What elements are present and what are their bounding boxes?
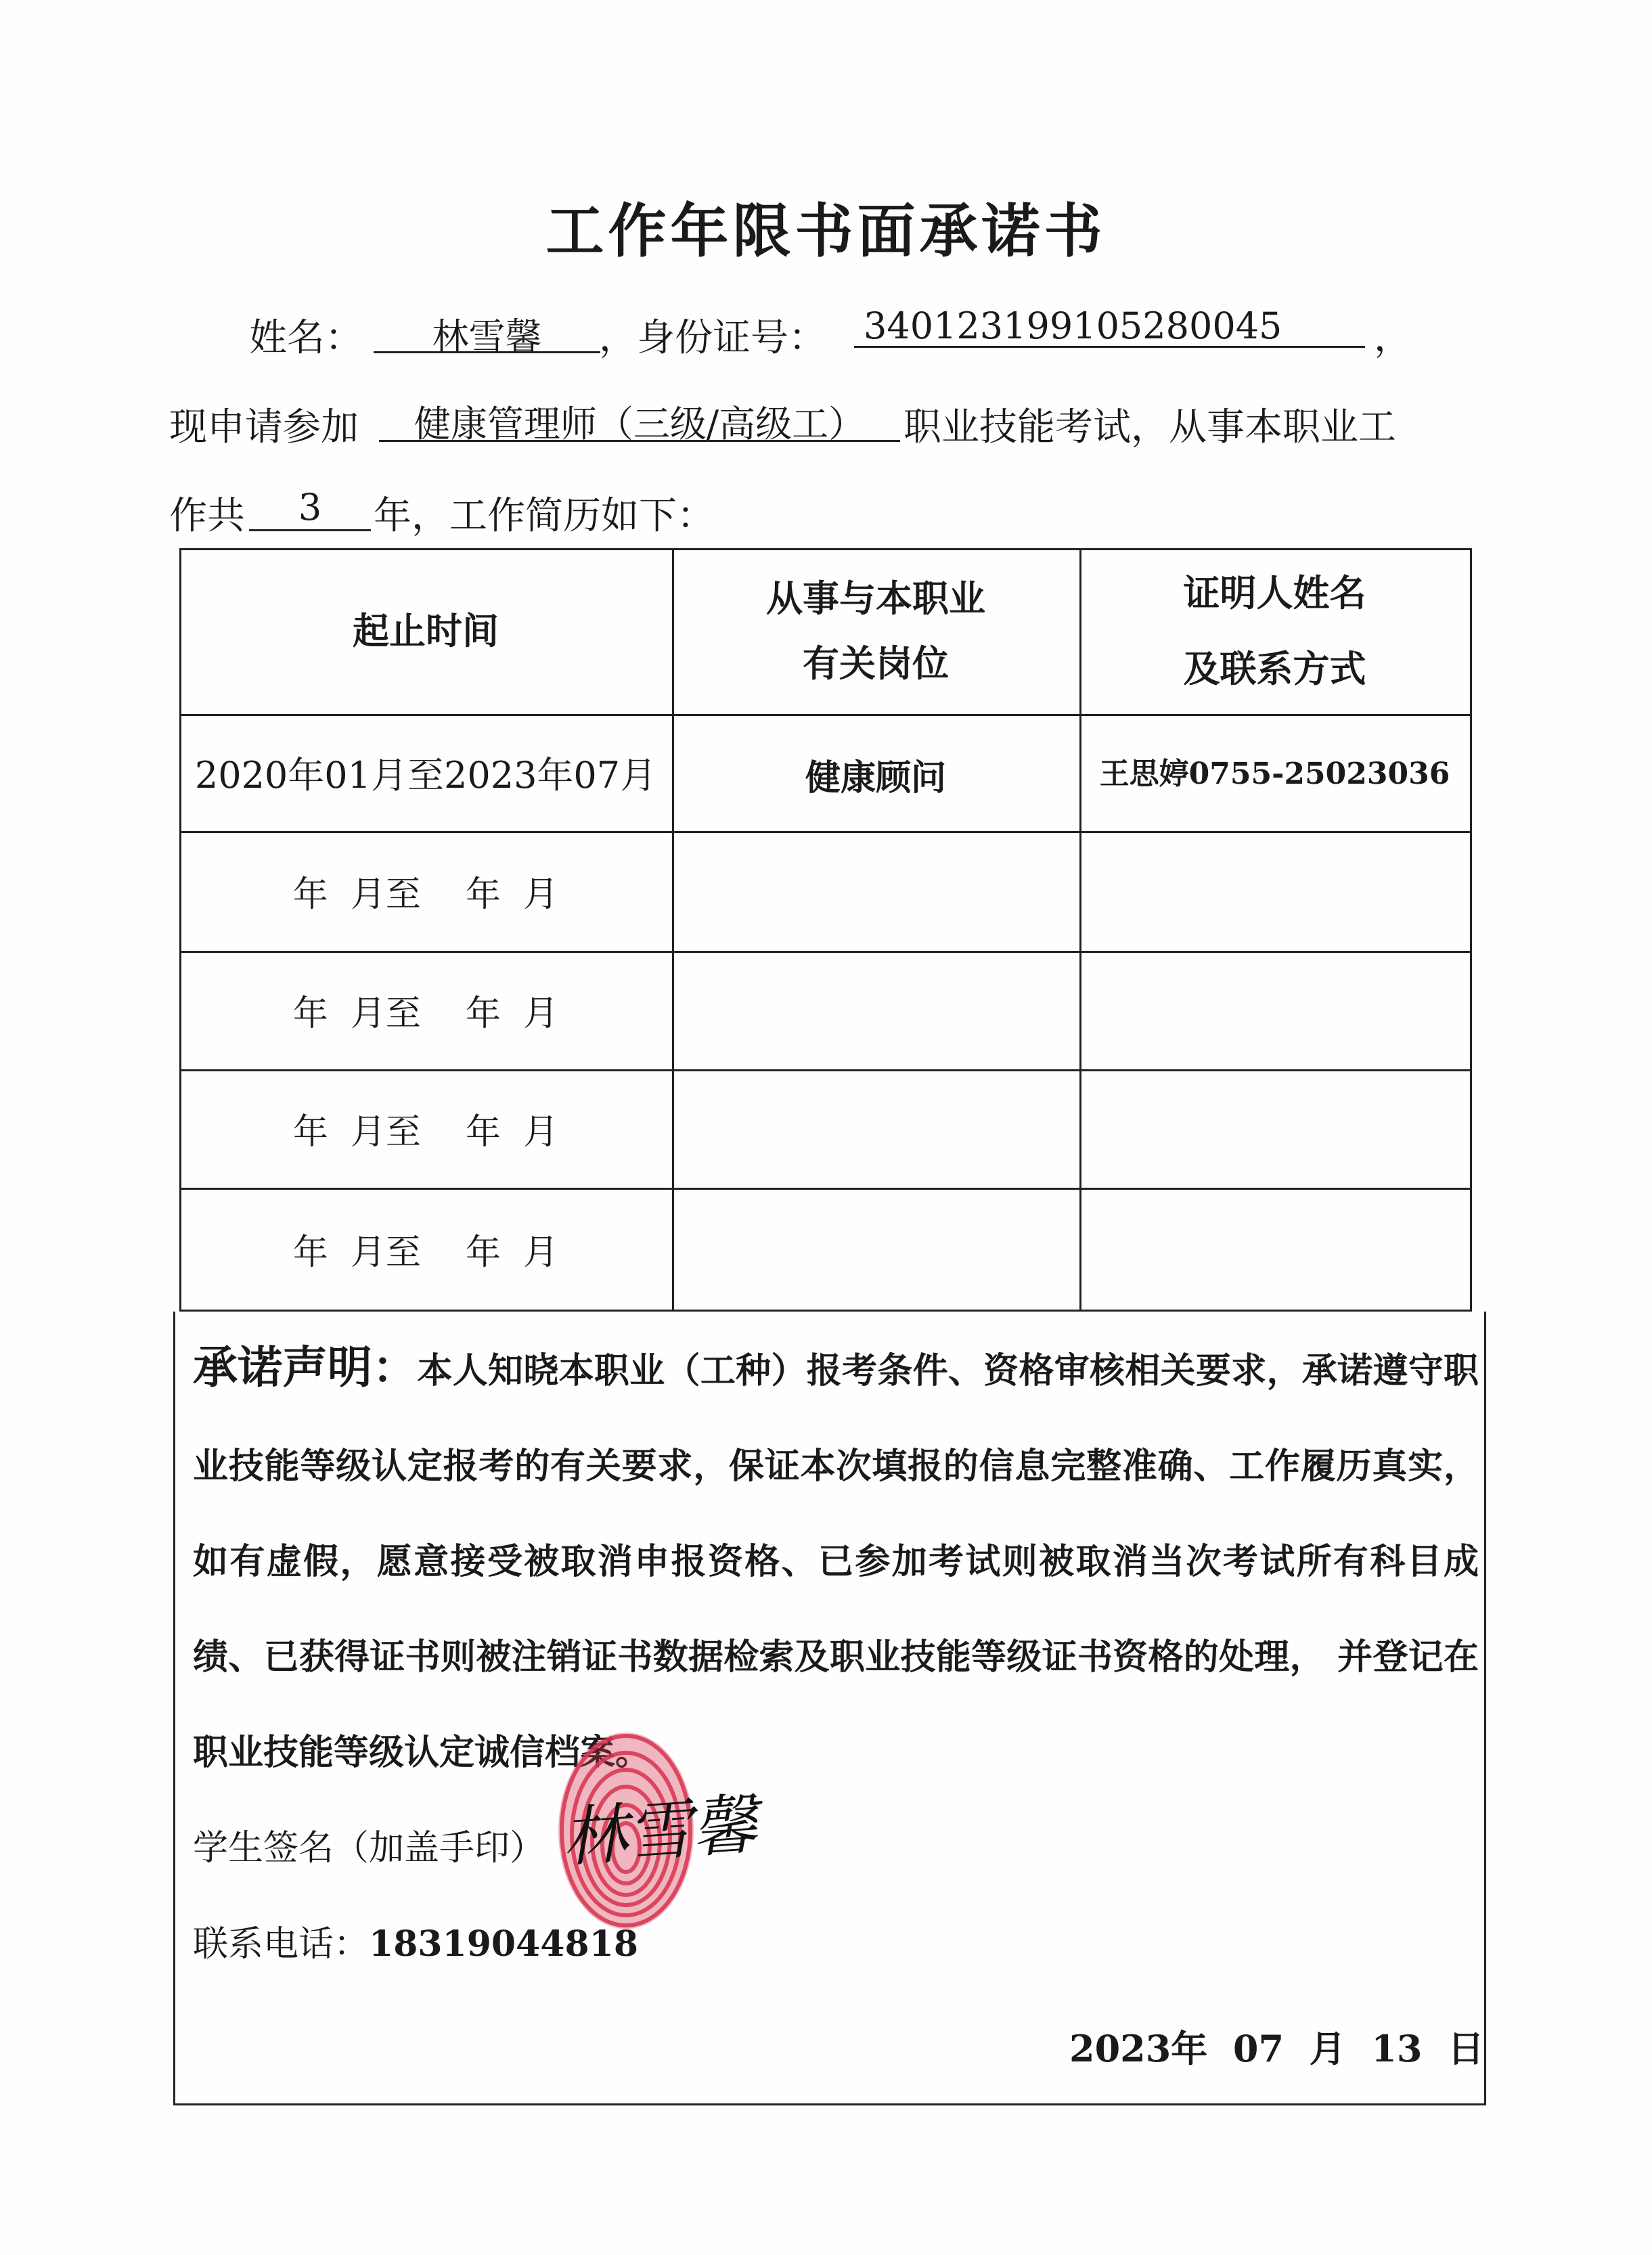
- declaration-heading: 承诺声明：: [193, 1341, 418, 1393]
- row-2-position[interactable]: [672, 831, 1079, 951]
- row-5-position[interactable]: [672, 1188, 1079, 1310]
- row-3-period[interactable]: 年 月至 年 月: [292, 993, 559, 1034]
- id-label: ，身份证号：: [599, 316, 826, 360]
- row-5-witness[interactable]: [1079, 1188, 1470, 1310]
- name-field[interactable]: [374, 308, 600, 358]
- row-4-witness[interactable]: [1079, 1069, 1470, 1188]
- row-5-period[interactable]: 年 月至 年 月: [292, 1232, 559, 1273]
- row-2-witness[interactable]: [1079, 831, 1470, 951]
- handwritten-signature: 林雪馨: [559, 1787, 760, 1876]
- row-3-position[interactable]: [672, 951, 1079, 1069]
- header-period: 起止时间: [353, 609, 499, 652]
- id-number-value: 340123199105280045: [864, 305, 1282, 347]
- work-history-table: [179, 548, 1472, 1312]
- occupation-value: 健康管理师（三级/高级工）: [414, 403, 866, 445]
- declaration-text: [193, 1320, 1479, 1800]
- years-value: 3: [298, 486, 322, 529]
- years-field[interactable]: [249, 486, 371, 531]
- date-month: 07: [1232, 2027, 1285, 2070]
- page-title: 工作年限书面承诺书: [545, 198, 1107, 265]
- contact-phone: [193, 1915, 638, 1966]
- declaration-body: 本人知晓本职业（工种）报考条件、资格审核相关要求，承诺遵守职业技能等级认定报考的有关要求，保证本次填报的信息完整准确、工作履历真实，如有虚假，愿意接受被取消申报资格、已参加考试则被取消当次考试所有科目成绩、已获得证书则被注销证书数据检索及职业技能等级证书资格的处理， 并登记在职业技能等级认定诚信档案。: [193, 1350, 1479, 1773]
- header-witness: 证明人姓名 及联系方式: [1183, 571, 1366, 690]
- phone-label: 联系电话：: [193, 1924, 370, 1965]
- row-1-period[interactable]: 2020年01月至2023年07月: [194, 754, 657, 797]
- years-prefix: 作共: [169, 494, 245, 538]
- header-position: 从事与本职业 有关岗位: [766, 577, 985, 685]
- occupation-field[interactable]: [379, 395, 900, 445]
- id-number-field[interactable]: [854, 305, 1365, 348]
- row-1-witness[interactable]: 王思婷0755-25023036: [1099, 757, 1450, 791]
- signing-date: 2023年 07 月 13 日: [1069, 2027, 1485, 2070]
- years-suffix: 年，工作简历如下：: [374, 494, 715, 538]
- id-suffix: ，: [1374, 316, 1412, 360]
- apply-suffix: 职业技能考试，从事本职业工: [903, 405, 1396, 449]
- row-3-witness[interactable]: [1079, 951, 1470, 1069]
- date-year: 2023: [1069, 2027, 1171, 2070]
- apply-prefix: 现申请参加: [169, 405, 359, 449]
- signature-label: 学生签名（加盖手印）: [193, 1828, 545, 1869]
- name-value: 林雪馨: [432, 315, 542, 358]
- row-4-position[interactable]: [672, 1069, 1079, 1188]
- row-1-position[interactable]: 健康顾问: [805, 757, 946, 799]
- row-2-period[interactable]: 年 月至 年 月: [292, 874, 559, 915]
- date-day: 13: [1371, 2027, 1423, 2070]
- name-label: 姓名：: [249, 316, 363, 360]
- row-4-period[interactable]: 年 月至 年 月: [292, 1112, 559, 1153]
- phone-value: 18319044818: [369, 1923, 639, 1965]
